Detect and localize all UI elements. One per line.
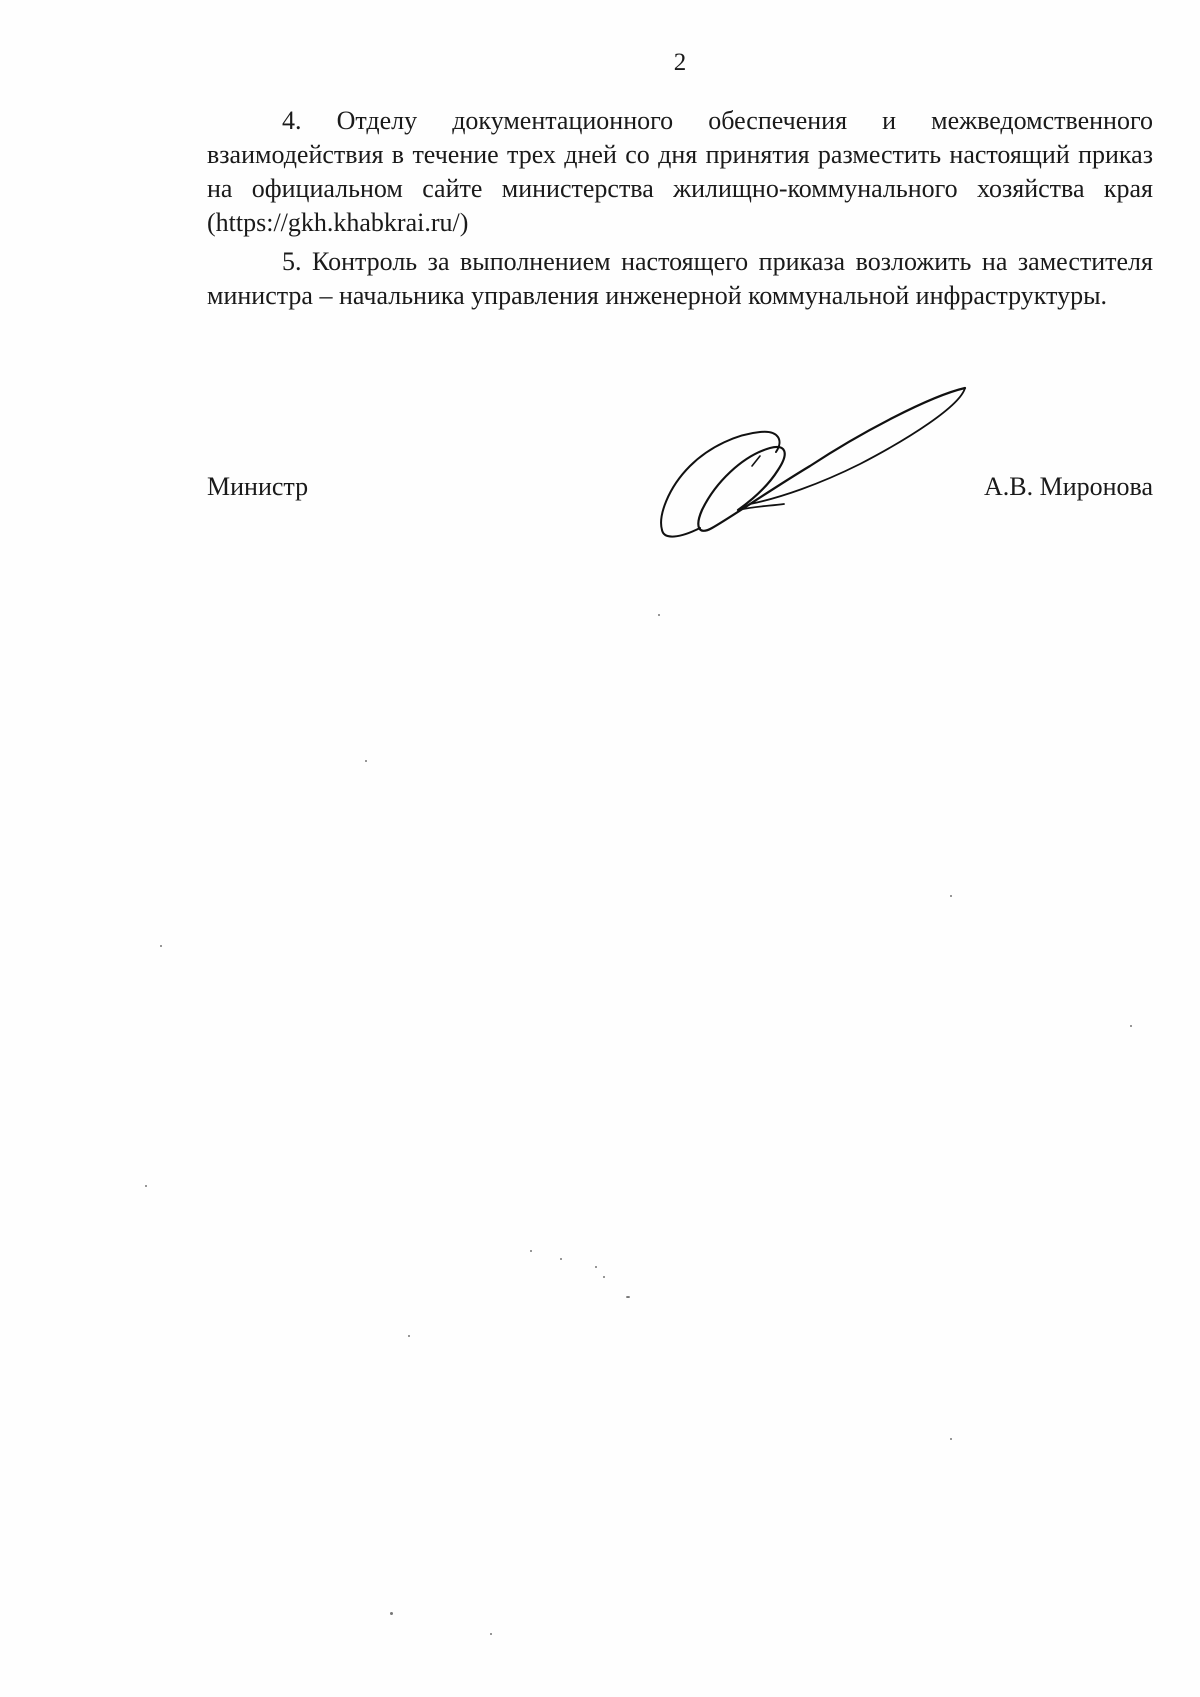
- paragraph-item-5: 5. Контроль за выполнением настоящего приказа возложить на заместителя министра – начальника управления инженерной коммунальной инфраструктуры.: [207, 247, 1153, 310]
- scan-speck: [408, 1335, 410, 1337]
- scan-speck: [160, 945, 162, 947]
- scan-speck: [530, 1250, 532, 1252]
- scan-speck: [626, 1296, 630, 1298]
- signatory-name: А.В. Миронова: [983, 472, 1153, 501]
- scan-speck: [950, 895, 952, 897]
- scan-speck: [950, 1438, 952, 1440]
- paragraph-item-4: 4. Отделу документационного обеспечения и межведомственного взаимодействия в течение трех дней со дня принятия разместить настоящий приказ на официальном сайте министерства жилищно-коммунального хозяйства края (https://gkh.khabkrai.ru/): [207, 106, 1153, 237]
- scan-speck: [658, 614, 660, 616]
- scan-speck: [390, 1612, 393, 1615]
- scan-speck: [560, 1258, 562, 1260]
- handwritten-signature-icon: [660, 378, 970, 558]
- scan-speck: [365, 760, 367, 762]
- page-number: 2: [673, 49, 687, 76]
- scan-speck: [603, 1276, 605, 1278]
- scan-speck: [490, 1633, 492, 1635]
- scan-speck: [595, 1266, 597, 1268]
- document-body: [207, 104, 1153, 318]
- scan-speck: [145, 1185, 147, 1187]
- signatory-title: Министр: [207, 472, 309, 501]
- scan-speck: [1130, 1025, 1132, 1027]
